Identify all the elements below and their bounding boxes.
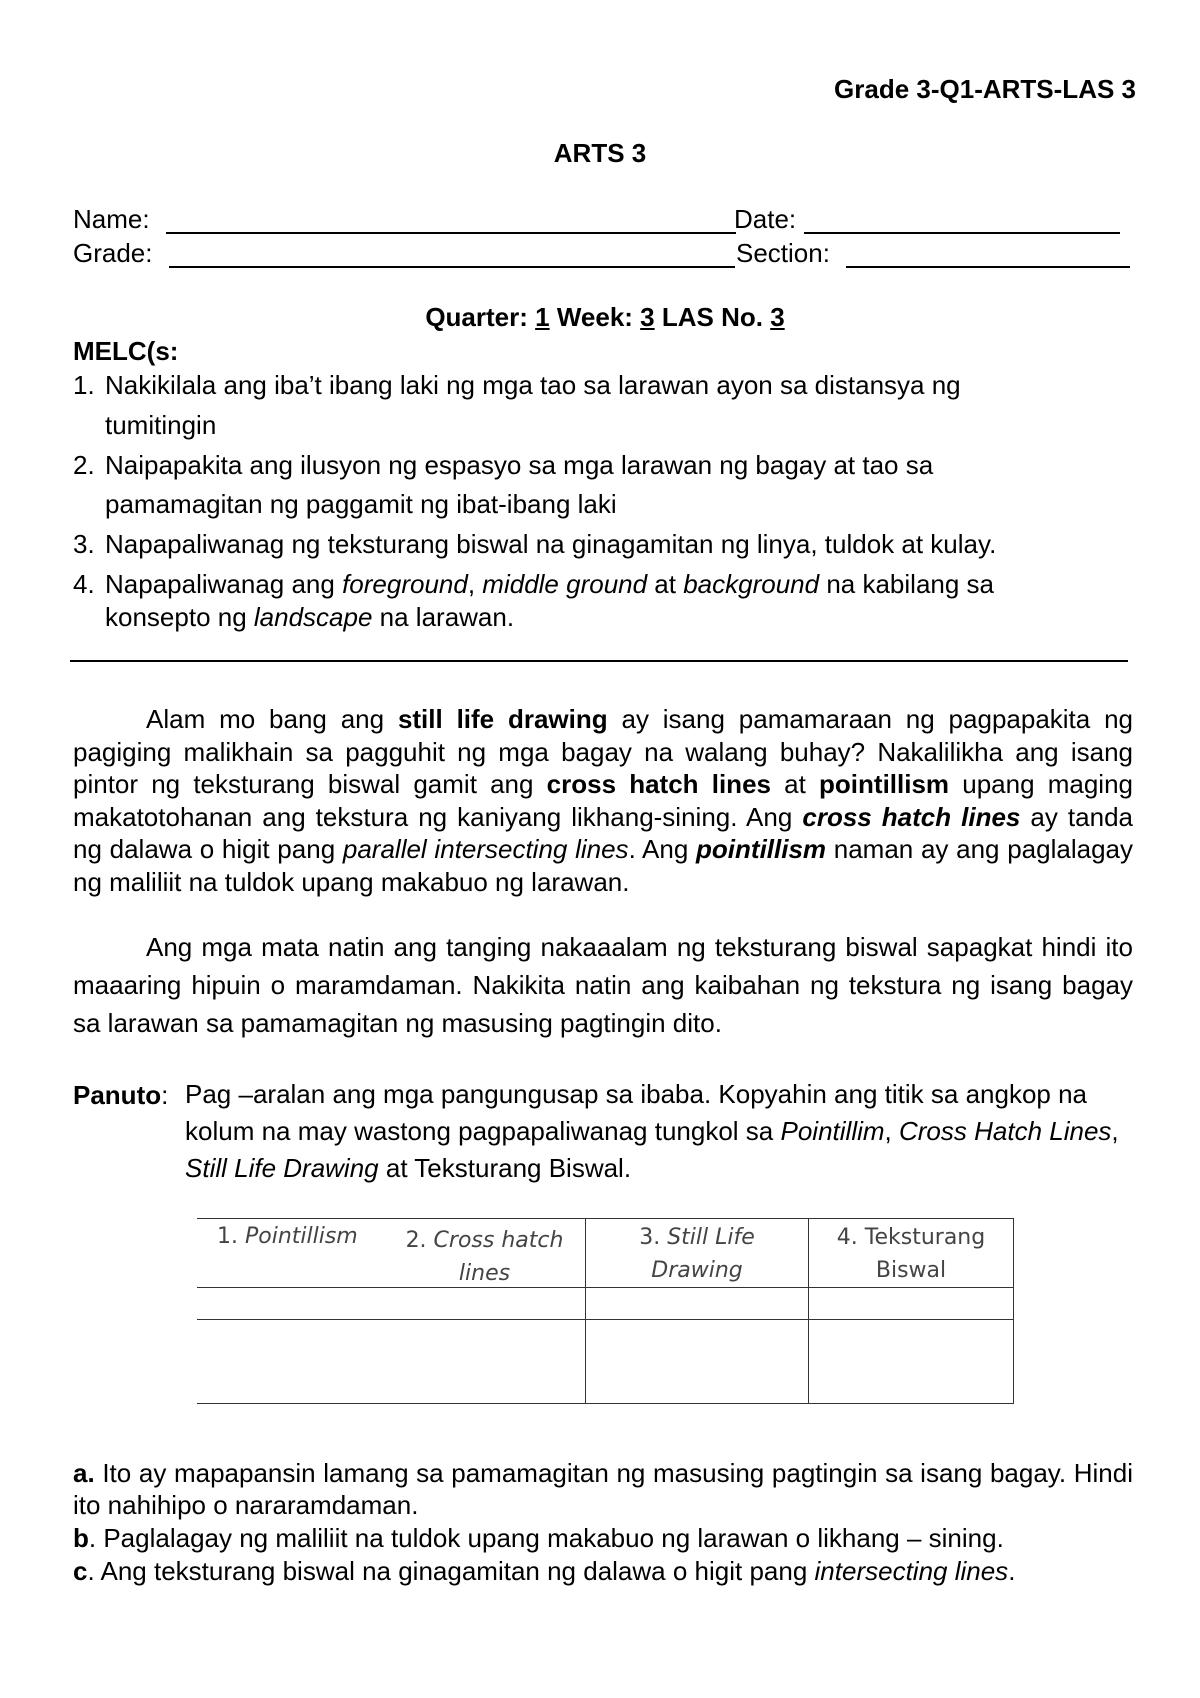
answer-table: [197, 1218, 1014, 1404]
date-label: Date:: [734, 204, 797, 234]
section-label: Section:: [736, 238, 830, 268]
melc-item-2-cont: pamamagitan ng paggamit ng ibat-ibang laki: [105, 489, 617, 519]
name-label: Name:: [73, 204, 150, 234]
column-header-pointillism-crosshatch: [197, 1219, 586, 1288]
melc-item-3: 3. Napapaliwanag ng teksturang biswal na ginagamitan ng linya, tuldok at kulay.: [73, 529, 997, 559]
answer-cell[interactable]: [586, 1288, 809, 1320]
column-header-teksturang-biswal: 4. Teksturang Biswal: [809, 1219, 1014, 1288]
choice-c: c. Ang teksturang biswal na ginagamitan ng dalawa o higit pang intersecting lines.: [73, 1556, 1016, 1586]
answer-cell[interactable]: [809, 1288, 1014, 1320]
melc-item-4-cont: konsepto ng landscape na larawan.: [105, 602, 515, 632]
section-field[interactable]: [846, 266, 1130, 268]
document-code: Grade 3-Q1-ARTS-LAS 3: [834, 74, 1136, 104]
grade-label: Grade:: [73, 238, 153, 268]
melc-item-2: 2. Naipapakita ang ilusyon ng espasyo sa mga larawan ng bagay at tao sa: [73, 450, 934, 480]
answer-cell[interactable]: [197, 1320, 586, 1404]
melc-item-4: 4. Napapaliwanag ang foreground, middle ground at background na kabilang sa: [73, 569, 995, 599]
choice-a: a. Ito ay mapapansin lamang sa pamamagitan ng masusing pagtingin sa isang bagay. Hindi ito nahihipo o nararamdaman.: [73, 1458, 1133, 1520]
column-header-still-life: 3. Still Life Drawing: [586, 1219, 809, 1288]
answer-cell[interactable]: [586, 1320, 809, 1404]
grade-field[interactable]: [169, 266, 735, 268]
section-divider: [70, 660, 1128, 662]
name-field[interactable]: [166, 232, 736, 234]
answer-cell[interactable]: [809, 1320, 1014, 1404]
column-header-cross-hatch: 2. Cross hatch lines: [405, 1228, 564, 1286]
intro-paragraph: Alam mo bang ang still life drawing ay isang pamamaraan ng pagpapakita ng pagiging malikhain sa pagguhit ng mga bagay na walang buhay? Nakalilikha ang isang pintor ng teksturang biswal gamit ang cross hatch lines at pointillism upang maging makatotohanan ang tekstura ng kaniyang likhang-sining. Ang cross hatch lines ay tanda ng dalawa o higit pang parallel intersecting lines. Ang pointillism naman ay ang paglalagay ng maliliit na tuldok upang makabuo ng larawan.: [73, 704, 1133, 897]
choice-b: b. Paglalagay ng maliliit na tuldok upang makabuo ng larawan o likhang – sining.: [73, 1523, 1004, 1553]
texture-paragraph: Ang mga mata natin ang tanging nakaaalam ng teksturang biswal sapagkat hindi ito maaaring hipuin o maramdaman. Nakikita natin ang kaibahan ng tekstura ng isang bagay sa larawan sa pamamagitan ng masusing pagtingin dito.: [73, 932, 1133, 1038]
quarter-line: Quarter: 1 Week: 3 LAS No. 3: [425, 302, 785, 332]
answer-cell[interactable]: [197, 1288, 586, 1320]
instructions-label: Panuto:: [73, 1080, 169, 1110]
melc-item-1: 1. Nakikilala ang iba’t ibang laki ng mga tao sa larawan ayon sa distansya ng: [73, 370, 961, 400]
melc-item-1-cont: tumitingin: [105, 410, 217, 440]
melc-heading: MELC(s:: [73, 336, 179, 366]
column-header-pointillism: 1. Pointillism: [217, 1224, 358, 1249]
page-title: ARTS 3: [553, 138, 647, 168]
date-field[interactable]: [804, 232, 1120, 234]
instructions-text: Pag –aralan ang mga pangungusap sa ibaba. Kopyahin ang titik sa angkop na kolum na may wastong pagpapaliwanag tungkol sa Pointillim, Cross Hatch Lines, Still Life Drawing at Teksturang Biswal.: [185, 1079, 1119, 1183]
